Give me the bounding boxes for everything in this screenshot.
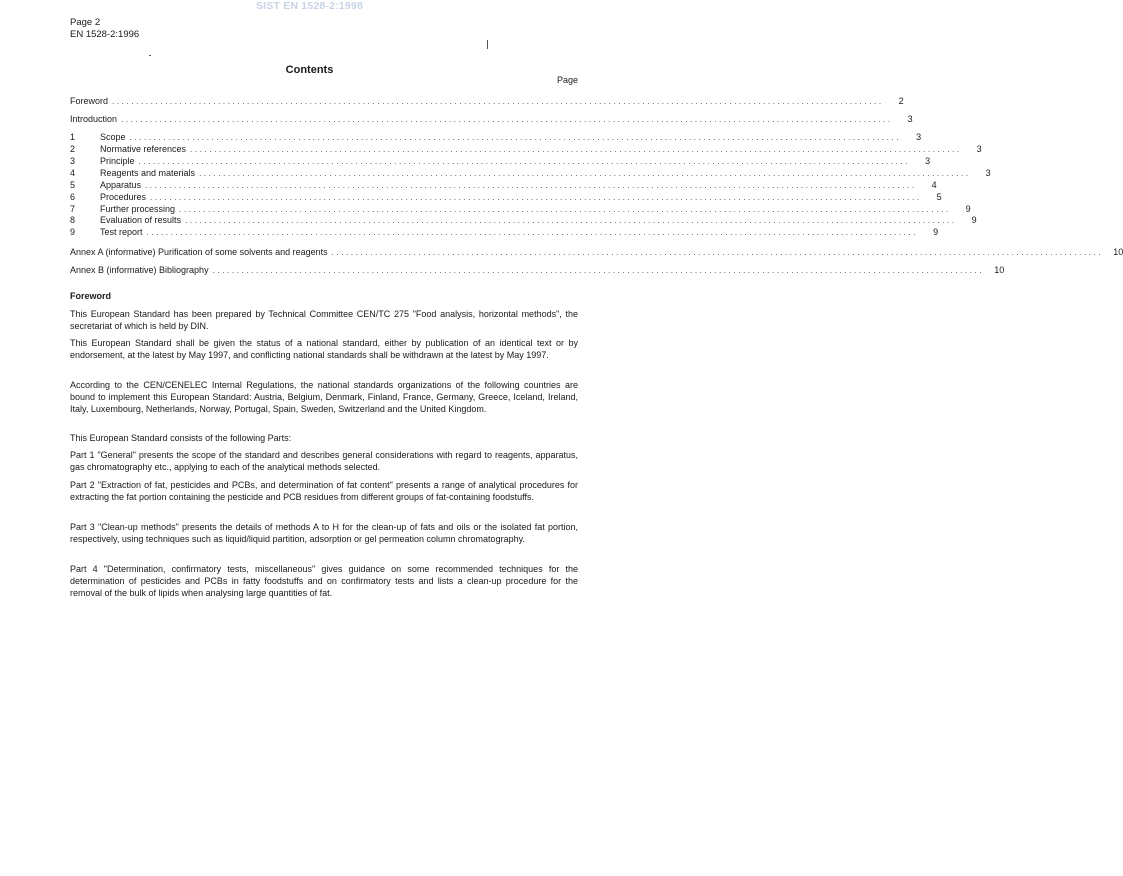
toc-leader-dots: ................................................................................................................................................................: [190, 145, 962, 154]
toc-entry-title: Annex B (informative) Bibliography: [70, 265, 209, 275]
foreword-paragraph: This European Standard consists of the following Parts:: [70, 433, 292, 443]
toc-entry-title: Annex A (informative) Purification of some solvents and reagents: [70, 247, 328, 257]
toc-entry-page: 3: [985, 168, 991, 178]
toc-entry-title: Further processing: [100, 204, 176, 214]
toc-entry[interactable]: [70, 131, 922, 143]
toc-entry-title: Apparatus: [100, 180, 142, 190]
foreword-heading: Foreword: [70, 291, 112, 301]
toc-entry[interactable]: [70, 226, 939, 238]
toc-entry-page: 9: [971, 215, 977, 225]
contents-title: Contents: [285, 64, 334, 76]
toc-leader-dots: ................................................................................................................................................................: [121, 115, 893, 124]
toc-entry[interactable]: [70, 179, 937, 191]
toc-entry-number: 7: [70, 204, 76, 214]
toc-entry-page: 3: [925, 156, 931, 166]
toc-leader-dots: ................................................................................................................................................................: [146, 228, 919, 237]
toc-entry[interactable]: [70, 143, 982, 155]
toc-entry-number: 1: [70, 132, 76, 142]
toc-leader-dots: ................................................................................................................................................................: [331, 248, 1104, 257]
foreword-paragraph: This European Standard has been prepared by Technical Committee CEN/TC 275 "Food analysis, horizontal methods", the secretariat of which is held by DIN.: [70, 309, 578, 331]
toc-entry[interactable]: [70, 191, 942, 203]
foreword-paragraph: Part 3 "Clean-up methods" presents the details of methods A to H for the clean-up of fats and oils or the isolated fat portion, respectively, using techniques such as liquid/liquid partition, adsorption or gel permeation column chromatography.: [70, 522, 578, 544]
toc-entry-title: Introduction: [70, 114, 118, 124]
toc-entry-title: Principle: [100, 156, 135, 166]
toc-entry-page: 10: [1113, 247, 1123, 257]
toc-entry[interactable]: [70, 155, 931, 167]
toc-entry-page: 3: [976, 144, 982, 154]
toc-leader-dots: ................................................................................................................................................................: [179, 205, 951, 214]
toc-leader-dots: ................................................................................................................................................................: [185, 216, 957, 225]
foreword-paragraph: According to the CEN/CENELEC Internal Regulations, the national standards organizations of the following countries are bound to implement this European Standard: Austria, Belgium, Denmark, Finland, France, Germany, Greece, Iceland, Ireland, Italy, Luxembourg, Netherlands, Norway, Portugal, Spain, Sweden, Switzerland and the United Kingdom.: [70, 380, 578, 414]
page-column-label: Page: [556, 75, 578, 85]
toc-entry-number: 9: [70, 227, 76, 237]
toc-entry-title: Procedures: [100, 192, 147, 202]
toc-entry-number: 5: [70, 180, 76, 190]
scan-mark: [149, 55, 151, 56]
toc-entry[interactable]: [70, 246, 1123, 258]
page-label: Page 2: [70, 17, 101, 28]
toc-entry[interactable]: [70, 95, 904, 107]
toc-entry-number: 2: [70, 144, 76, 154]
toc-entry-title: Evaluation of results: [100, 215, 182, 225]
toc-entry-page: 10: [994, 265, 1005, 275]
toc-entry-page: 4: [931, 180, 937, 190]
toc-entry-number: 4: [70, 168, 76, 178]
foreword-paragraph: Part 2 "Extraction of fat, pesticides and PCBs, and determination of fat content" presents a range of analytical procedures for extracting the fat portion containing the pesticide and PCB residues from different groups of fat-containing foodstuffs.: [70, 480, 578, 502]
foreword-paragraph: This European Standard shall be given the status of a national standard, either by publication of an identical text or by endorsement, at the latest by May 1997, and conflicting national standards shall be withdrawn at the latest by May 1997.: [70, 338, 578, 360]
toc-entry-page: 2: [898, 96, 904, 106]
toc-leader-dots: ................................................................................................................................................................: [145, 181, 917, 190]
document-number: EN 1528-2:1996: [70, 29, 140, 40]
toc-leader-dots: ................................................................................................................................................................: [212, 266, 985, 275]
toc-entry[interactable]: [70, 113, 913, 125]
toc-entry-page: 5: [936, 192, 942, 202]
scan-mark: [487, 40, 488, 49]
toc-entry-title: Reagents and materials: [100, 168, 196, 178]
toc-entry-number: 8: [70, 215, 76, 225]
toc-entry-title: Test report: [100, 227, 143, 237]
foreword-paragraph: Part 4 "Determination, confirmatory tests, miscellaneous" gives guidance on some recommended techniques for the determination of pesticides and PCBs in fatty foodstuffs and on confirmatory tests and lists a clean-up procedure for the removal of the bulk of lipids when analysing large quantities of fat.: [70, 564, 578, 598]
toc-entry[interactable]: [70, 214, 977, 226]
toc-entry-page: 9: [933, 227, 939, 237]
watermark: SIST EN 1528-2:1998: [255, 0, 364, 12]
toc-entry[interactable]: [70, 264, 1005, 276]
toc-leader-dots: ................................................................................................................................................................: [112, 97, 884, 106]
toc-entry-title: Normative references: [100, 144, 187, 154]
toc-entry-title: Scope: [100, 132, 126, 142]
toc-leader-dots: ................................................................................................................................................................: [129, 133, 902, 142]
toc-entry-title: Foreword: [70, 96, 109, 106]
toc-leader-dots: ................................................................................................................................................................: [150, 193, 922, 202]
toc-entry-page: 3: [907, 114, 913, 124]
toc-leader-dots: ................................................................................................................................................................: [138, 157, 911, 166]
toc-entry-number: 3: [70, 156, 76, 166]
toc-entry-number: 6: [70, 192, 76, 202]
toc-leader-dots: ................................................................................................................................................................: [199, 169, 971, 178]
toc-entry[interactable]: [70, 167, 991, 179]
foreword-paragraph: Part 1 "General" presents the scope of the standard and describes general considerations with regard to reagents, apparatus, gas chromatography etc., applying to each of the analytical methods selected.: [70, 450, 578, 472]
toc-entry-page: 9: [965, 204, 971, 214]
toc-entry-page: 3: [916, 132, 922, 142]
